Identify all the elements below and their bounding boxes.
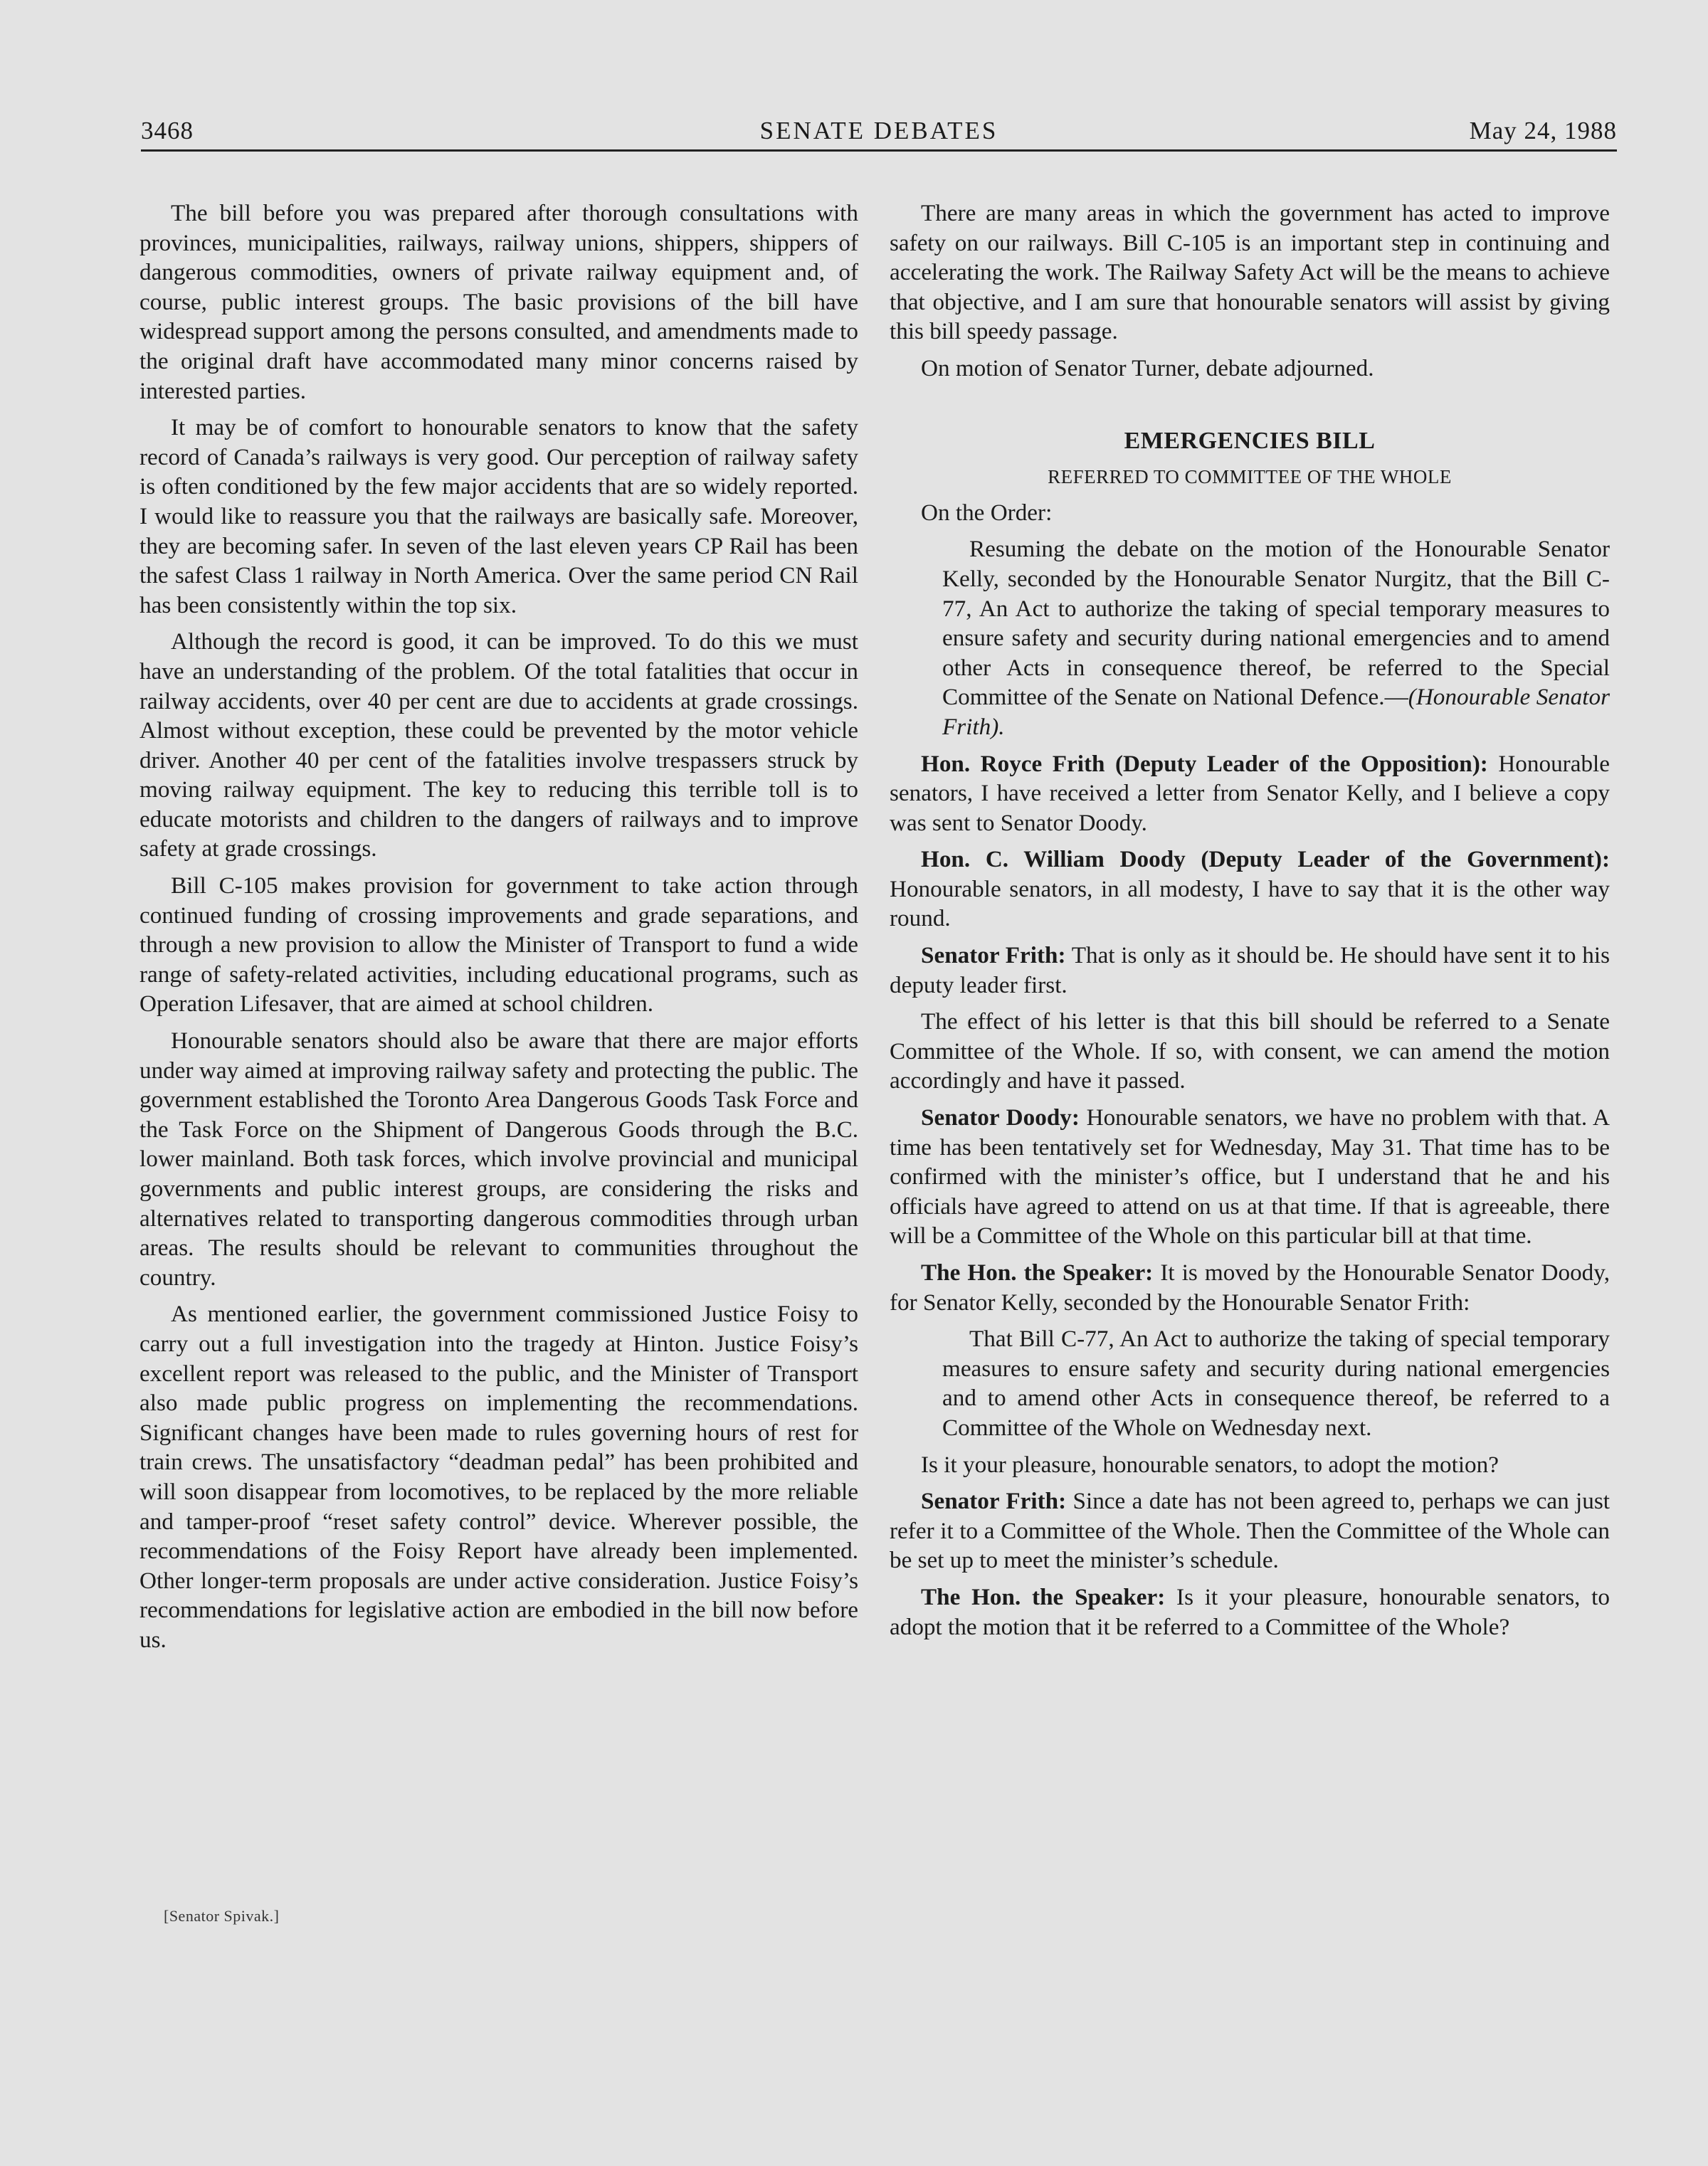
speech bbox=[890, 1103, 1610, 1251]
speech-text: Is it your pleasure, honourable senators, to adopt the motion that it be referred to a Committee of the Whole? bbox=[890, 1583, 1610, 1640]
paragraph: On motion of Senator Turner, debate adjourned. bbox=[921, 354, 1374, 381]
page-header bbox=[141, 112, 1617, 152]
section-subtitle: REFERRED TO COMMITTEE OF THE WHOLE bbox=[1048, 466, 1452, 488]
paragraph: Although the record is good, it can be improved. To do this we must have an understanding of the problem. Of the total fatalities that occur in railway accidents, over 40 per cent are due to accidents at grade crossings. Almost without exception, these could be prevented by the motor vehicle driver. Another 40 per cent of the fatalities involve trespassers struck by moving railway equipment. The key to reducing this terrible toll is to educate motorists and children to the dangers of railways and to improve safety at grade crossings. bbox=[139, 628, 858, 862]
motion-quote: That Bill C-77, An Act to authorize the taking of special temporary measures to ensure safety and security during national emergencies and to amend other Acts in consequence thereof, be referred to a Committee of the Whole on Wednesday next. bbox=[942, 1326, 1610, 1441]
speaker-name: Senator Frith: bbox=[921, 942, 1066, 969]
speaker-name: The Hon. the Speaker: bbox=[921, 1259, 1154, 1286]
left-column bbox=[139, 199, 858, 1662]
paragraph: The bill before you was prepared after thorough consultations with provinces, municipalities, railways, railway unions, shippers, shippers of dangerous commodities, owners of private railway equipment and, of course, public interest groups. The basic provisions of the bill have widespread support among the persons consulted, and amendments made to the original draft have accommodated many minor concerns raised by interested parties. bbox=[139, 200, 858, 404]
speech bbox=[890, 1258, 1610, 1317]
speech-text: Honourable senators, I have received a letter from Senator Kelly, and I believe a copy was sent to Senator Doody. bbox=[890, 750, 1610, 836]
speech bbox=[890, 1583, 1610, 1642]
order-label: On the Order: bbox=[921, 499, 1053, 526]
right-column bbox=[890, 199, 1610, 1649]
speech bbox=[890, 749, 1610, 838]
order-quote-attribution: (Honourable Senator Frith). bbox=[942, 684, 1610, 740]
speech-text: That is only as it should be. He should have sent it to his deputy leader first. bbox=[890, 942, 1610, 998]
speech bbox=[890, 941, 1610, 1000]
speaker-name: The Hon. the Speaker: bbox=[921, 1583, 1166, 1610]
speaker-name: Hon. Royce Frith (Deputy Leader of the Opposition): bbox=[921, 750, 1488, 777]
speaker-name: Senator Frith: bbox=[921, 1488, 1067, 1515]
speech bbox=[890, 1486, 1610, 1575]
speaker-footnote: [Senator Spivak.] bbox=[164, 1907, 280, 1925]
order-quote-text: Resuming the debate on the motion of the Honourable Senator Kelly, seconded by the Honourable Senator Nurgitz, that the Bill C-77, An Act to authorize the taking of special temporary measures to ensure safety and security during national emergencies and to amend other Acts in consequence thereof, be referred to the Special Committee of the Senate on National Defence.— bbox=[942, 536, 1610, 711]
paragraph: Honourable senators should also be aware that there are major efforts under way aimed at improving railway safety and protecting the public. The government established the Toronto Area Dangerous Goods Task Force and the Task Force on the Shipment of Dangerous Goods through the B.C. lower mainland. Both task forces, which involve provincial and municipal governments and public interest groups, are considering the risks and alternatives related to transporting dangerous commodities through urban areas. The results should be relevant to communities throughout the country. bbox=[139, 1027, 858, 1291]
order-quote bbox=[942, 534, 1610, 741]
speech-text: Honourable senators, in all modesty, I have to say that it is the other way round. bbox=[890, 875, 1610, 932]
speech-text: Since a date has not been agreed to, perhaps we can just refer it to a Committee of the Whole. Then the Committee of the Whole can be set up to meet the minister’s schedule. bbox=[890, 1488, 1610, 1574]
paragraph: As mentioned earlier, the government commissioned Justice Foisy to carry out a full investigation into the tragedy at Hinton. Justice Foisy’s excellent report was released to the public, and the Minister of Transport also made public progress on implementing the recommendations. Significant changes have been made to rules governing hours of rest for train crews. The unsatisfactory “deadman pedal” has been prohibited and will soon disappear from locomotives, to be replaced by the more reliable and tamper-proof “reset safety control” device. Wherever possible, the recommendations of the Foisy Report have already been implemented. Other longer-term proposals are under active consideration. Justice Foisy’s recommendations for legislative action are embodied in the bill now before us. bbox=[139, 1301, 858, 1653]
section-title: EMERGENCIES BILL bbox=[1124, 427, 1376, 454]
speech bbox=[890, 845, 1610, 934]
paragraph: The effect of his letter is that this bill should be referred to a Senate Committee of the Whole. If so, with consent, we can amend the motion accordingly and have it passed. bbox=[890, 1008, 1610, 1094]
page-date: May 24, 1988 bbox=[1469, 117, 1617, 144]
speaker-name: Senator Doody: bbox=[921, 1104, 1080, 1131]
speaker-name: Hon. C. William Doody (Deputy Leader of the Government): bbox=[921, 846, 1610, 873]
paragraph: It may be of comfort to honourable senators to know that the safety record of Canada’s railways is very good. Our perception of railway safety is often conditioned by the few major accidents that are so widely reported. I would like to reassure you that the railways are basically safe. Moreover, they are becoming safer. In seven of the last eleven years CP Rail has been the safest Class 1 railway in North America. Over the same period CN Rail has been consistently within the top six. bbox=[139, 414, 858, 618]
paragraph: There are many areas in which the government has acted to improve safety on our railways. Bill C-105 is an important step in continuing and accelerating the work. The Railway Safety Act will be the means to achieve that objective, and I am sure that honourable senators will assist by giving this bill speedy passage. bbox=[890, 200, 1610, 345]
publication-title: SENATE DEBATES bbox=[759, 117, 998, 144]
paragraph: Is it your pleasure, honourable senators, to adopt the motion? bbox=[921, 1451, 1499, 1478]
speech-text: Honourable senators, we have no problem with that. A time has been tentatively set for Wednesday, May 31. That time has to be confirmed with the minister’s office, but I understand that he and his officials have agreed to attend on us at that time. If that is agreeable, there will be a Committee of the Whole on this particular bill at that time. bbox=[890, 1104, 1611, 1250]
speech-text: It is moved by the Honourable Senator Doody, for Senator Kelly, seconded by the Honourable Senator Frith: bbox=[890, 1259, 1611, 1316]
paragraph: Bill C-105 makes provision for government to take action through continued funding of crossing improvements and grade separations, and through a new provision to allow the Minister of Transport to fund a wide range of safety-related activities, including educational programs, such as Operation Lifesaver, that are aimed at school children. bbox=[139, 872, 858, 1018]
page-number: 3468 bbox=[141, 117, 194, 144]
